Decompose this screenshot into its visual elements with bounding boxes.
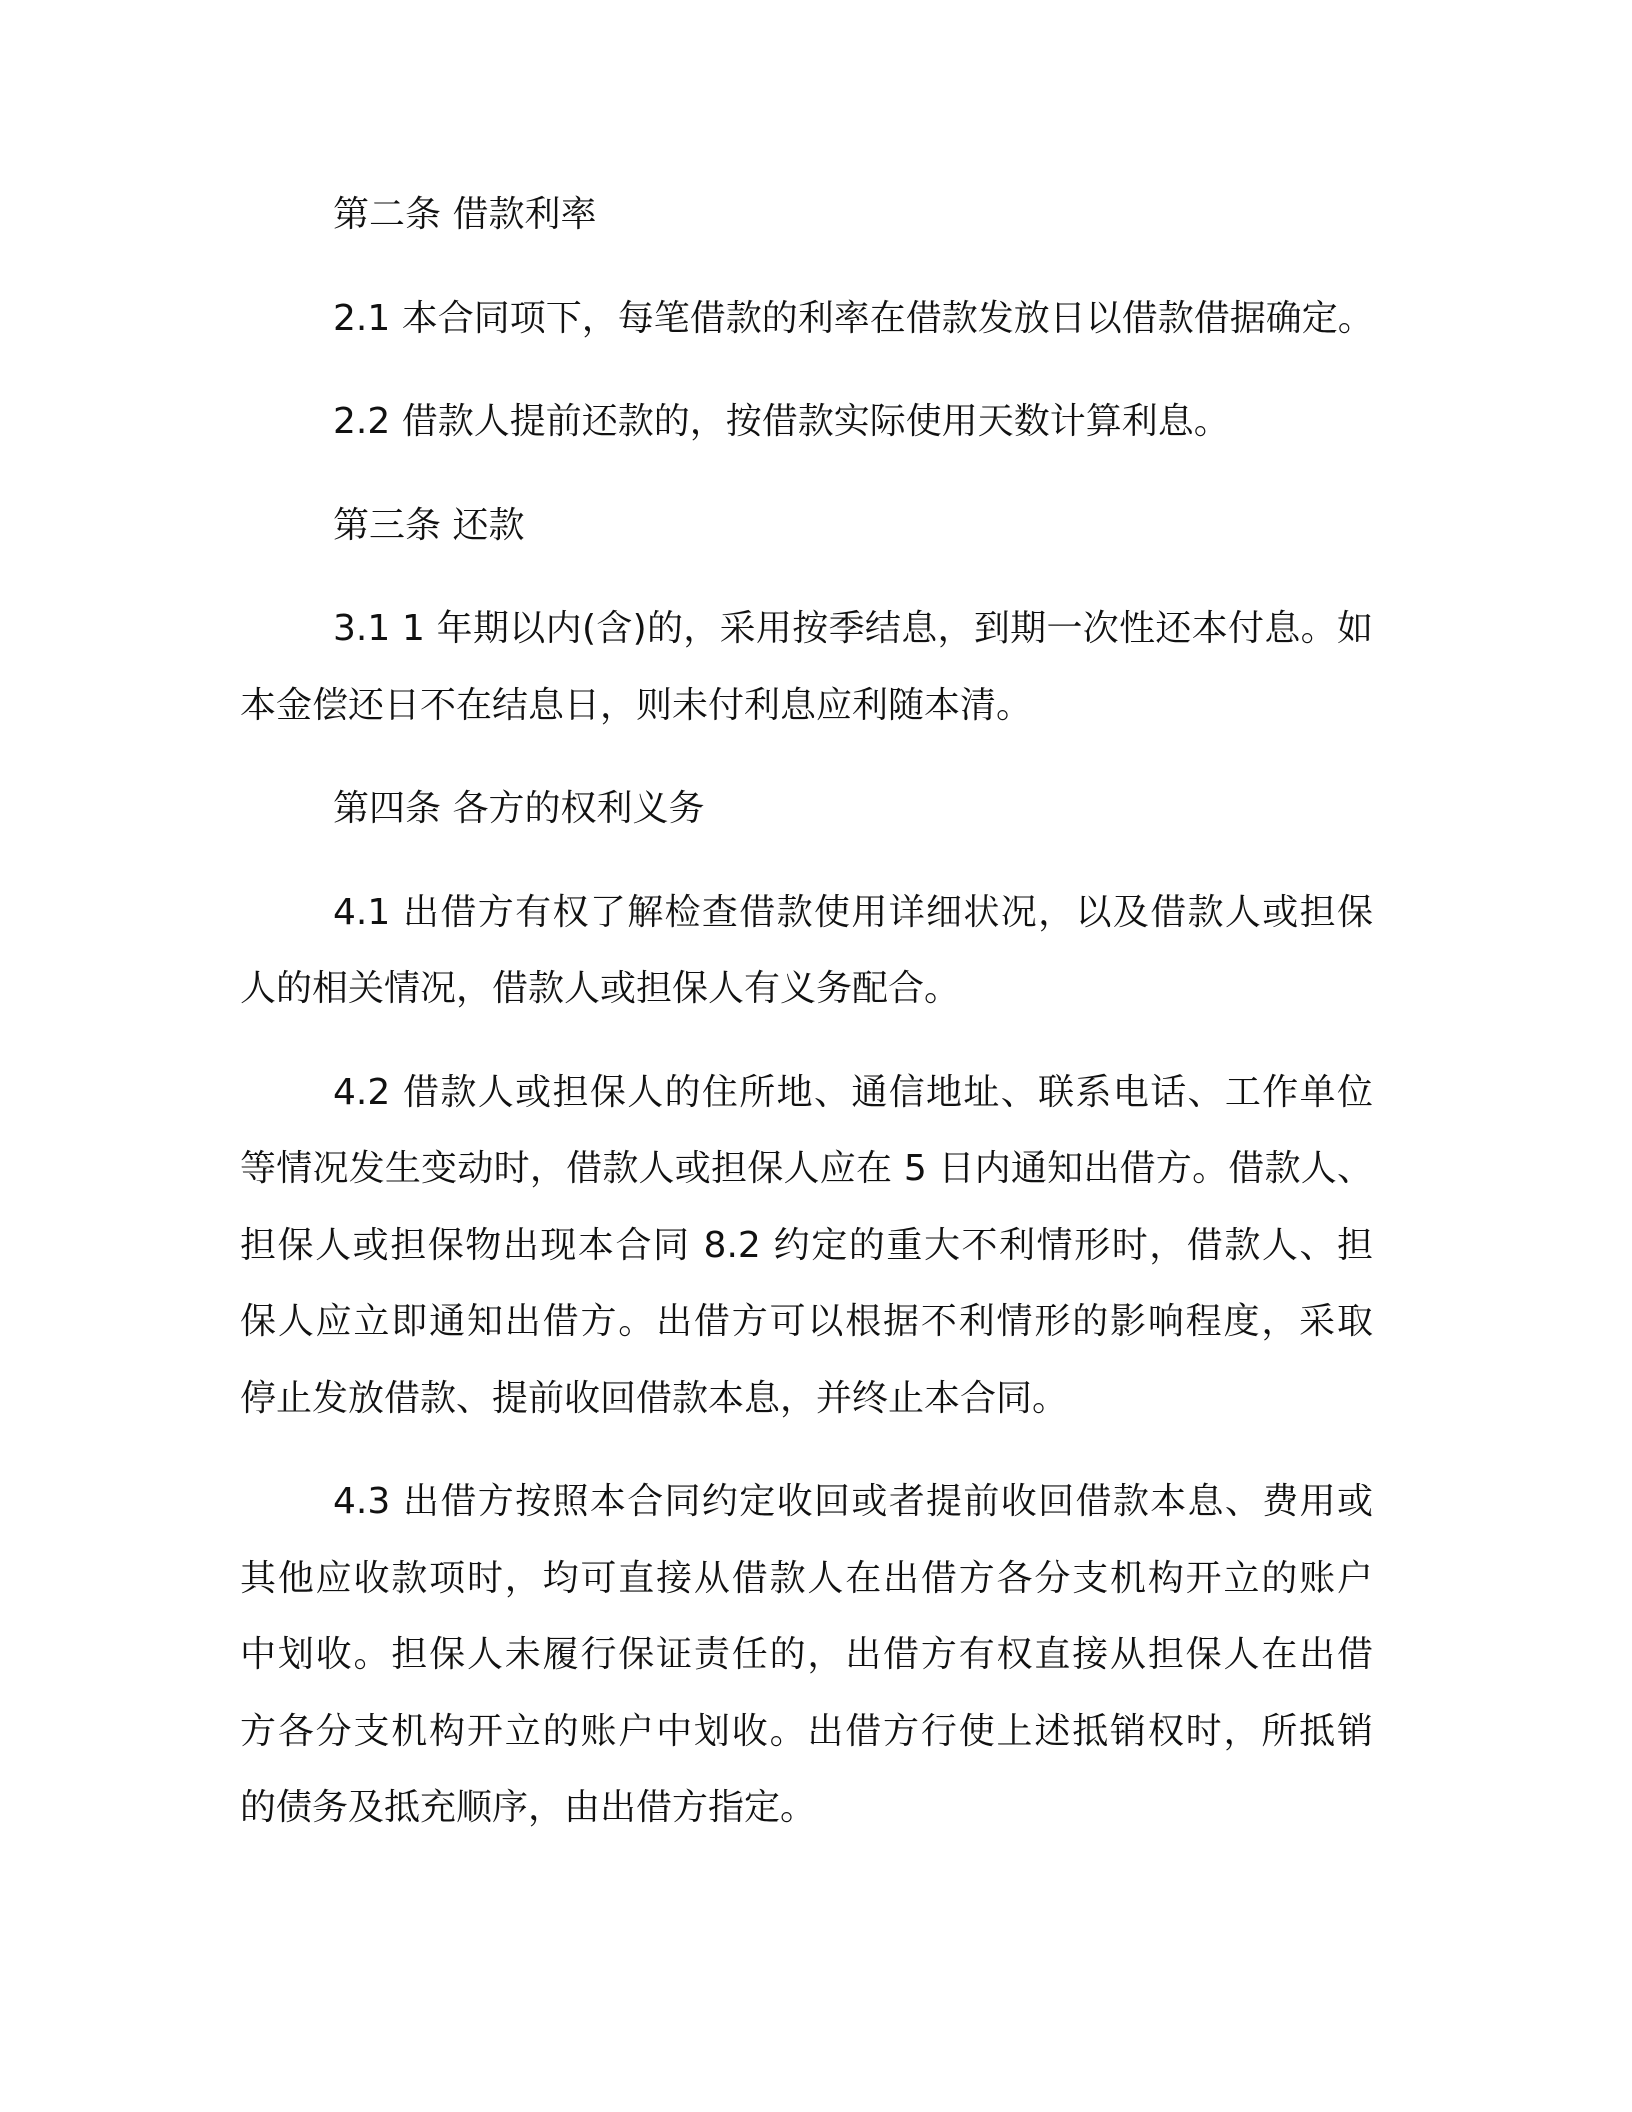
section-heading-article-2 (240, 177, 1373, 254)
paragraph-line: 2.1 本合同项下，每笔借款的利率在借款发放日以借款借据确定。 (333, 297, 1374, 339)
heading-line: 第二条 借款利率 (333, 194, 597, 235)
document-body (240, 177, 1373, 1874)
paragraph-line: 中划收。担保人未履行保证责任的，出借方有权直接从担保人在出借 (240, 1634, 1373, 1675)
paragraph-line: 保人应立即通知出借方。出借方可以根据不利情形的影响程度，采取 (240, 1301, 1373, 1342)
clause-3-1 (240, 591, 1373, 744)
clause-4-2 (240, 1055, 1373, 1438)
paragraph-line: 本金偿还日不在结息日，则未付利息应利随本清。 (240, 684, 1033, 726)
clause-4-3 (240, 1464, 1373, 1847)
heading-line: 第四条 各方的权利义务 (333, 788, 705, 829)
paragraph-line: 方各分支机构开立的账户中划收。出借方行使上述抵销权时，所抵销 (240, 1710, 1373, 1752)
paragraph-line: 停止发放借款、提前收回借款本息，并终止本合同。 (240, 1377, 1069, 1419)
paragraph-line: 担保人或担保物出现本合同 8.2 约定的重大不利情形时，借款人、担 (240, 1224, 1373, 1266)
section-heading-article-3 (240, 488, 1373, 565)
paragraph-line: 4.1 出借方有权了解检查借款使用详细状况，以及借款人或担保 (333, 891, 1373, 933)
paragraph-line: 3.1 1 年期以内(含)的，采用按季结息，到期一次性还本付息。如 (333, 608, 1373, 649)
clause-2-1 (240, 281, 1373, 358)
section-heading-article-4 (240, 771, 1373, 848)
paragraph-line: 2.2 借款人提前还款的，按借款实际使用天数计算利息。 (333, 401, 1230, 442)
paragraph-line: 等情况发生变动时，借款人或担保人应在 5 日内通知出借方。借款人、 (240, 1148, 1373, 1189)
clause-4-1 (240, 875, 1373, 1028)
paragraph-line: 的债务及抵充顺序，由出借方指定。 (240, 1787, 817, 1828)
clause-2-2 (240, 384, 1373, 461)
paragraph-line: 4.2 借款人或担保人的住所地、通信地址、联系电话、工作单位 (333, 1071, 1373, 1113)
heading-line: 第三条 还款 (333, 504, 525, 546)
paragraph-line: 4.3 出借方按照本合同约定收回或者提前收回借款本息、费用或 (333, 1481, 1373, 1522)
paragraph-line: 人的相关情况，借款人或担保人有义务配合。 (240, 968, 961, 1009)
paragraph-line: 其他应收款项时，均可直接从借款人在出借方各分支机构开立的账户 (240, 1557, 1373, 1599)
